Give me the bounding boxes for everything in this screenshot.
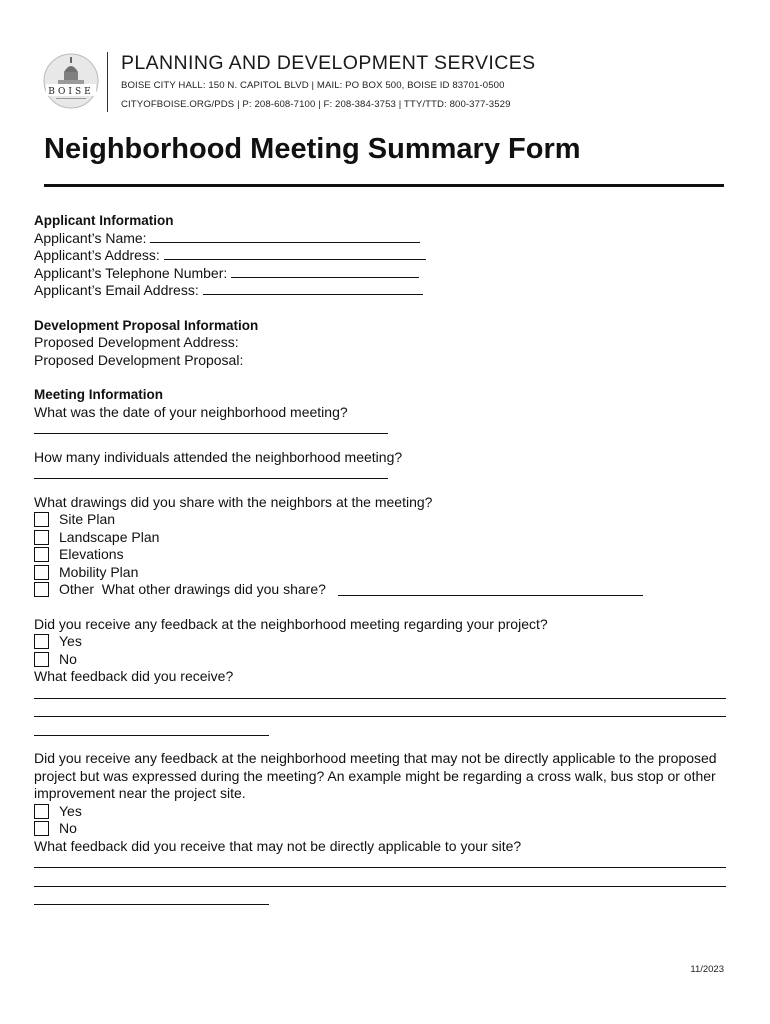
contact-line: CITYOFBOISE.ORG/PDS | P: 208-608-7100 | F: 208-384-3753 | TTY/TTD: 800-377-3529 (121, 99, 511, 110)
other-feedback-yes-option (34, 803, 734, 821)
other-feedback-yes-checkbox[interactable] (34, 804, 49, 819)
landscape-plan-label: Landscape Plan (59, 528, 160, 545)
other-feedback-detail-question: What feedback did you receive that may not be directly applicable to your site? (34, 837, 522, 854)
applicant-email-row (34, 282, 734, 300)
feedback-no-checkbox[interactable] (34, 652, 49, 667)
meeting-heading: Meeting Information (34, 387, 163, 402)
drawing-option-mobility-plan (34, 564, 734, 582)
feedback-detail-question: What feedback did you receive? (34, 668, 234, 684)
feedback-yes-option (34, 633, 734, 651)
elevations-checkbox[interactable] (34, 547, 49, 562)
applicant-name-row (34, 230, 734, 248)
other-feedback-no-checkbox[interactable] (34, 821, 49, 836)
page-title: Neighborhood Meeting Summary Form (44, 133, 581, 165)
drawing-option-landscape-plan (34, 529, 734, 547)
landscape-plan-checkbox[interactable] (34, 530, 49, 545)
mobility-plan-label: Mobility Plan (59, 563, 139, 580)
org-name: PLANNING AND DEVELOPMENT SERVICES (121, 52, 536, 74)
applicant-email-label: Applicant’s Email Address: (34, 282, 199, 298)
attendance-question: How many individuals attended the neighborhood meeting? (34, 448, 403, 465)
other-drawing-field[interactable] (338, 583, 643, 596)
applicant-address-row (34, 247, 734, 265)
feedback-detail-line[interactable] (34, 686, 726, 699)
drawing-option-other (34, 581, 734, 599)
other-feedback-yes-label: Yes (59, 802, 82, 819)
feedback-no-label: No (59, 650, 77, 667)
feedback-yes-label: Yes (59, 633, 82, 649)
other-feedback-detail-line[interactable] (34, 855, 726, 868)
feedback-no-option (34, 651, 734, 669)
elevations-label: Elevations (59, 546, 124, 562)
applicant-address-label: Applicant’s Address: (34, 247, 160, 263)
proposal-heading: Development Proposal Information (34, 317, 259, 333)
logo-wordmark: BOISE (48, 87, 94, 97)
feedback-yes-checkbox[interactable] (34, 634, 49, 649)
other-drawing-checkbox[interactable] (34, 582, 49, 597)
other-feedback-question: Did you receive any feedback at the neighborhood meeting that may not be directly applicable to the proposed project but was expressed during the meeting? An example might be regarding a cross walk, bus stop or other improvement near the project site. (34, 750, 717, 801)
proposal-description-label: Proposed Development Proposal: (34, 351, 244, 368)
meeting-date-field[interactable] (34, 421, 388, 434)
other-feedback-detail-line[interactable] (34, 892, 269, 905)
other-drawing-label: Other What other drawings did you share? (59, 581, 326, 597)
applicant-phone-row (34, 265, 734, 283)
applicant-heading: Applicant Information (34, 213, 174, 228)
applicant-email-field[interactable] (203, 282, 423, 295)
feedback-detail-line[interactable] (34, 704, 726, 717)
site-plan-checkbox[interactable] (34, 512, 49, 527)
feedback-detail-line[interactable] (34, 723, 269, 736)
meeting-date-question: What was the date of your neighborhood meeting? (34, 403, 348, 420)
applicant-address-field[interactable] (164, 247, 426, 260)
title-rule (44, 184, 724, 187)
drawing-option-site-plan (34, 511, 734, 529)
feedback-question: Did you receive any feedback at the neighborhood meeting regarding your project? (34, 615, 548, 632)
applicant-name-field[interactable] (150, 230, 420, 243)
site-plan-label: Site Plan (59, 511, 116, 527)
attendance-field[interactable] (34, 466, 388, 479)
applicant-phone-field[interactable] (231, 265, 419, 278)
boise-city-logo (42, 52, 100, 110)
revision-date: 11/2023 (690, 964, 724, 975)
applicant-name-label: Applicant’s Name: (34, 229, 147, 246)
other-feedback-no-option (34, 820, 734, 838)
drawings-question: What drawings did you share with the neighbors at the meeting? (34, 493, 433, 510)
applicant-phone-label: Applicant’s Telephone Number: (34, 264, 228, 281)
mobility-plan-checkbox[interactable] (34, 565, 49, 580)
other-feedback-no-label: No (59, 820, 77, 836)
other-feedback-detail-line[interactable] (34, 874, 726, 887)
header-divider (107, 52, 108, 112)
proposal-address-label: Proposed Development Address: (34, 334, 239, 350)
drawing-option-elevations (34, 546, 734, 564)
form-body (34, 212, 734, 911)
address-line: BOISE CITY HALL: 150 N. CAPITOL BLVD | MAIL: PO BOX 500, BOISE ID 83701-0500 (121, 80, 505, 91)
